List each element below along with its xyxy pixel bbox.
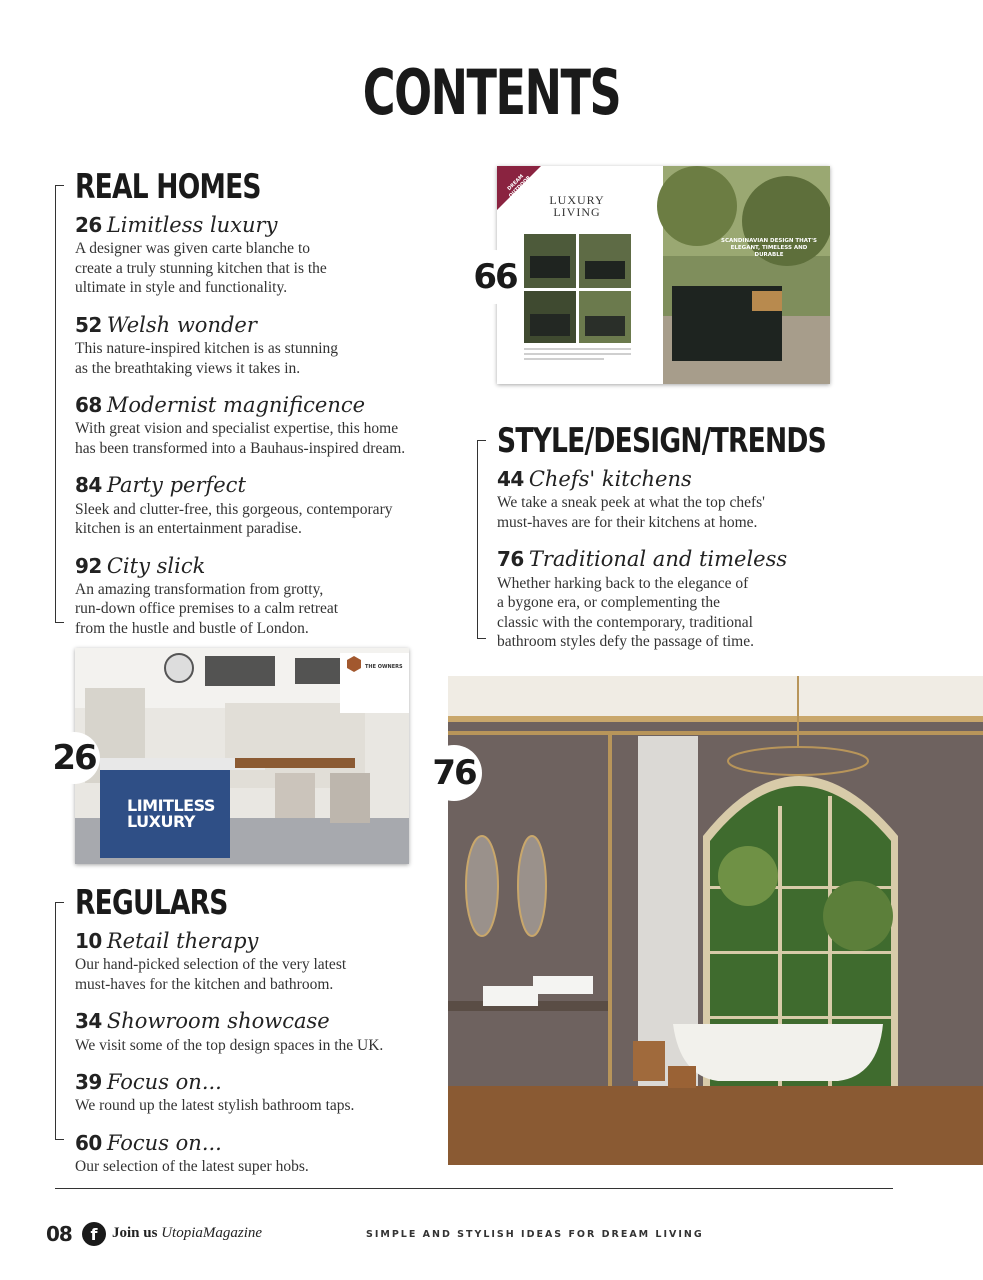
spread-headline-line-1: LIMITLESS: [127, 796, 215, 815]
article-title: Showroom showcase: [106, 1009, 330, 1034]
list-item[interactable]: [75, 312, 425, 378]
spread-owners-label: THE OWNERS: [365, 664, 403, 670]
bathroom-photo[interactable]: [448, 676, 983, 1165]
regulars-bracket: [55, 902, 64, 1140]
page-number: 52: [75, 312, 102, 337]
facebook-icon[interactable]: f: [82, 1222, 106, 1246]
article-description: Whether harking back to the elegance of a bygone era, or complementing the classic with the contemporary, traditional bathroom styles defy the passage of time.: [497, 574, 754, 651]
real-homes-heading: REAL HOMES: [75, 167, 261, 207]
page-number: 10: [75, 929, 102, 953]
spread-headline: LUXURY LIVING: [549, 193, 605, 219]
article-title: Focus on...: [106, 1070, 222, 1095]
regulars-heading: REGULARS: [75, 883, 228, 923]
article-title: City slick: [106, 553, 206, 578]
article-description: We round up the latest stylish bathroom taps.: [75, 1097, 355, 1115]
style-design-bracket: [477, 440, 486, 639]
real-homes-section: [75, 167, 425, 652]
spread-ribbon: DREAM OUTDOOR KITCHEN: [506, 173, 536, 203]
social-handle: UtopiaMagazine: [161, 1225, 263, 1241]
list-item[interactable]: [75, 1130, 425, 1177]
page-number: 76: [497, 547, 524, 572]
footer-social[interactable]: [112, 1225, 262, 1242]
article-title: Chefs' kitchens: [528, 467, 692, 491]
join-label: Join us: [112, 1225, 158, 1241]
page-title: CONTENTS: [362, 56, 621, 129]
page-number: 44: [497, 467, 524, 491]
article-title: Welsh wonder: [106, 312, 257, 337]
spread-caption: SCANDINAVIAN DESIGN THAT'S ELEGANT, TIMELESS AND DURABLE: [721, 238, 817, 258]
page-badge-66: 66: [468, 250, 522, 304]
list-item[interactable]: [497, 466, 797, 532]
article-description: With great vision and specialist expertise, this home has been transformed into a Bauhaus-inspired dream.: [75, 420, 406, 457]
article-description: An amazing transformation from grotty, run-down office premises to a calm retreat from the hustle and bustle of London.: [75, 580, 339, 637]
list-item[interactable]: [75, 553, 425, 639]
article-description: Our selection of the latest super hobs.: [75, 1158, 309, 1176]
spread-headline-line-2: LUXURY: [127, 812, 195, 831]
article-description: We take a sneak peek at what the top chefs' must-haves are for their kitchens at home.: [497, 494, 765, 531]
list-item[interactable]: [75, 1069, 425, 1116]
article-description: We visit some of the top design spaces in the UK.: [75, 1036, 384, 1054]
article-title: Retail therapy: [106, 929, 259, 953]
page-badge-76: 76: [426, 745, 482, 801]
article-title: Party perfect: [106, 473, 246, 498]
page-number: 84: [75, 473, 102, 498]
real-homes-bracket: [55, 185, 64, 623]
article-title: Traditional and timeless: [528, 547, 788, 572]
page-number: 26: [75, 213, 102, 237]
page-number: 92: [75, 553, 102, 578]
article-description: This nature-inspired kitchen is as stunning as the breathtaking views it takes in.: [75, 340, 339, 377]
article-title: Limitless luxury: [106, 213, 278, 237]
style-design-heading: STYLE/DESIGN/TRENDS: [497, 421, 826, 461]
list-item[interactable]: [75, 1008, 425, 1055]
kitchen-spread-image: [75, 648, 409, 864]
bathroom-image: [448, 676, 983, 1165]
page-number: 60: [75, 1130, 102, 1155]
article-title: Modernist magnificence: [106, 393, 366, 418]
page-badge-26: 26: [48, 732, 100, 784]
style-design-section: [497, 421, 826, 666]
regulars-section: [75, 883, 425, 1191]
page-number: 39: [75, 1070, 102, 1095]
article-description: Our hand-picked selection of the very latest must-haves for the kitchen and bathroom.: [75, 956, 347, 993]
article-description: A designer was given carte blanche to create a truly stunning kitchen that is the ultimate in style and functionality.: [75, 240, 327, 297]
list-item[interactable]: [497, 546, 797, 651]
list-item[interactable]: [75, 392, 425, 458]
spread-thumbnail-66[interactable]: [497, 166, 830, 384]
page-number: 68: [75, 393, 102, 418]
spread-headline: [127, 796, 215, 831]
footer-tagline: SIMPLE AND STYLISH IDEAS FOR DREAM LIVING: [366, 1229, 704, 1240]
list-item[interactable]: [75, 472, 425, 538]
article-title: Focus on...: [106, 1130, 222, 1155]
footer-page-number: 08: [46, 1222, 72, 1246]
footer-divider: [55, 1188, 893, 1189]
page-number: 34: [75, 1009, 102, 1034]
spread-thumbnail-26[interactable]: [75, 648, 409, 864]
list-item[interactable]: [75, 212, 425, 298]
list-item[interactable]: [75, 928, 425, 994]
article-description: Sleek and clutter-free, this gorgeous, contemporary kitchen is an entertainment paradise.: [75, 500, 393, 538]
